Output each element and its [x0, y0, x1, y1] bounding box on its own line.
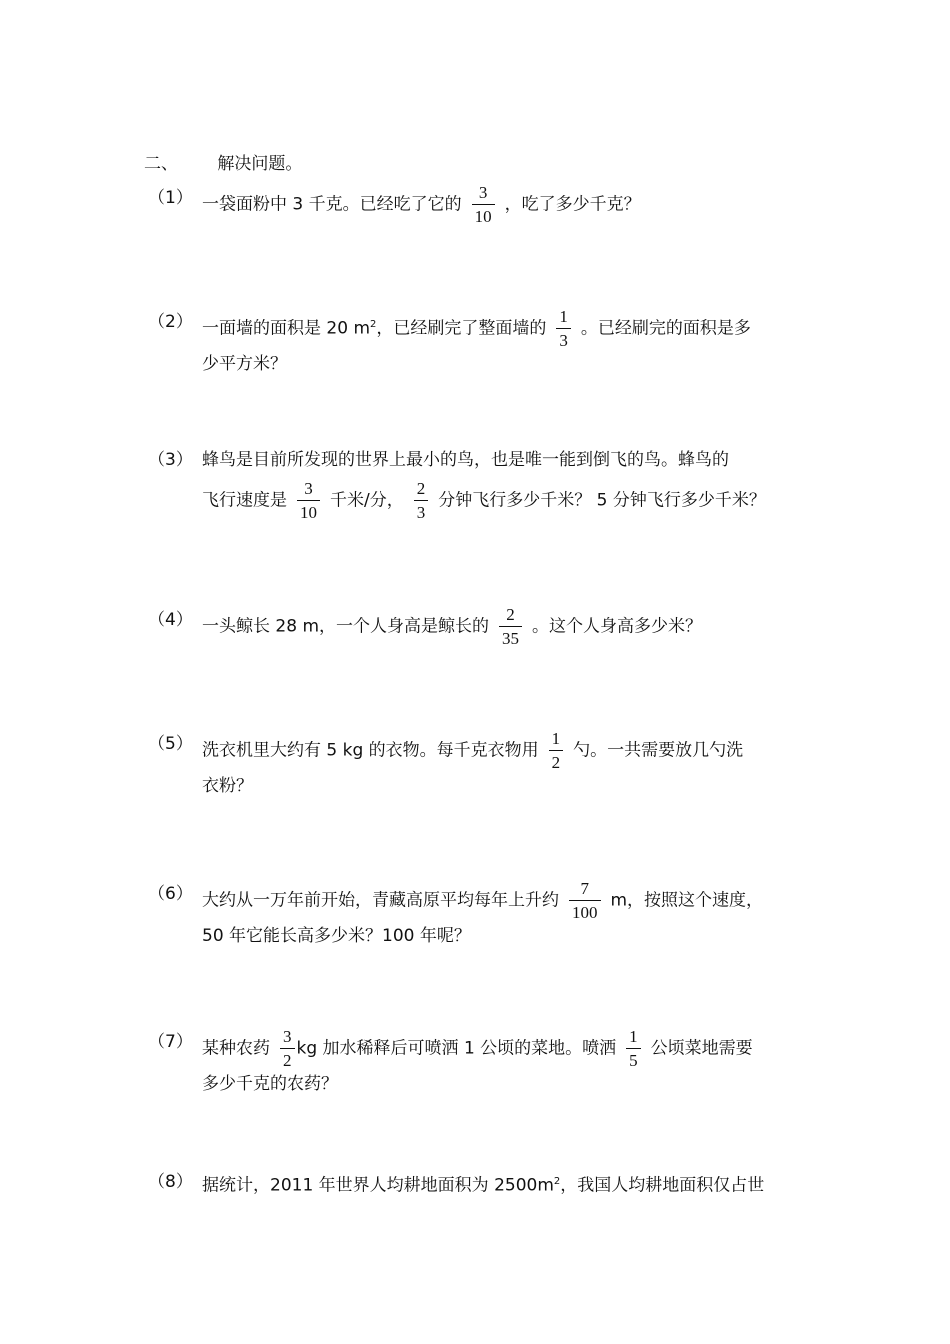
- question-number: （3）: [148, 450, 193, 470]
- denominator: 10: [297, 500, 320, 521]
- question-text-line2: 衣粉？: [202, 776, 253, 796]
- superscript: 2: [553, 1176, 561, 1187]
- question-text-line2: 多少千克的农药？: [202, 1074, 338, 1094]
- question-text: [202, 730, 743, 771]
- numerator: 3: [304, 479, 313, 498]
- question-text-line2: 少平方米？: [202, 354, 287, 374]
- question-text-line2: 50 年它能长高多少米？100 年呢？: [202, 926, 471, 946]
- text-part: 千米/分，: [330, 490, 404, 511]
- question-text: [202, 606, 702, 647]
- text-part: ，已经刷完了整面墙的: [376, 318, 547, 339]
- text-part: 公顷菜地需要: [650, 1038, 753, 1059]
- fraction: [626, 1028, 641, 1069]
- fraction: [549, 730, 564, 771]
- text-part: 某种农药: [202, 1038, 270, 1059]
- text-part: 洗衣机里大约有 5 kg 的衣物。每千克衣物用: [202, 740, 539, 761]
- question-number: （1）: [148, 188, 193, 208]
- denominator: 3: [414, 500, 429, 521]
- text-part: ，吃了多少千克？: [504, 194, 641, 215]
- denominator: 10: [472, 204, 495, 225]
- text-part: 一面墙的面积是 20 m: [202, 318, 370, 339]
- question-text: [202, 184, 641, 225]
- text-part: kg 加水稀释后可喷洒 1 公顷的菜地。喷洒: [296, 1038, 617, 1059]
- text-part: 。这个人身高多少米？: [532, 616, 702, 637]
- text-part: 据统计，2011 年世界人均耕地面积为 2500m: [202, 1175, 554, 1196]
- text-part: 一头鲸长 28 m，一个人身高是鲸长的: [202, 616, 489, 637]
- text-part: 勺。一共需要放几勺洗: [573, 740, 744, 761]
- text-part: 。已经刷完的面积是多: [580, 318, 751, 339]
- text-part: 飞行速度是: [202, 490, 287, 511]
- denominator: 35: [499, 626, 522, 647]
- denominator: 2: [280, 1048, 295, 1069]
- question-number: （2）: [148, 312, 193, 332]
- section-number: 二、: [144, 154, 178, 174]
- numerator: 3: [283, 1027, 292, 1046]
- denominator: 5: [626, 1048, 641, 1069]
- numerator: 1: [551, 729, 561, 748]
- numerator: 2: [506, 605, 515, 624]
- section-title: 解决问题。: [217, 154, 303, 174]
- question-number: （5）: [148, 734, 193, 754]
- question-text: [202, 880, 763, 921]
- numerator: 1: [559, 307, 568, 326]
- question-number: （4）: [148, 610, 193, 630]
- fraction: [472, 184, 495, 225]
- question-number: （6）: [148, 884, 193, 904]
- superscript: 2: [370, 318, 377, 330]
- question-text: [202, 1168, 764, 1200]
- denominator: 100: [569, 900, 601, 921]
- fraction: [569, 880, 601, 921]
- fraction: [556, 308, 571, 349]
- question-text: [202, 308, 751, 349]
- text-part: 分钟飞行多少千米？ 5 分钟飞行多少千米？: [438, 490, 766, 511]
- question-text: [202, 1028, 753, 1069]
- text-part: 大约从一万年前开始，青藏高原平均每年上升约: [202, 890, 559, 911]
- fraction: [280, 1028, 295, 1069]
- section-heading: [144, 152, 302, 176]
- question-number: （8）: [148, 1172, 193, 1192]
- question-text-line1: 蜂鸟是目前所发现的世界上最小的鸟，也是唯一能到倒飞的鸟。蜂鸟的: [202, 450, 729, 470]
- denominator: 3: [556, 328, 571, 349]
- text-part: ，我国人均耕地面积仅占世: [560, 1175, 765, 1196]
- question-number: （7）: [148, 1032, 193, 1052]
- denominator: 2: [549, 750, 564, 771]
- fraction: [499, 606, 522, 647]
- numerator: 7: [580, 879, 589, 898]
- fraction: [297, 480, 320, 521]
- numerator: 3: [478, 183, 488, 202]
- text-part: 一袋面粉中 3 千克。已经吃了它的: [202, 194, 462, 215]
- fraction: [414, 480, 429, 521]
- numerator: 1: [629, 1027, 638, 1046]
- question-text: [202, 480, 766, 521]
- numerator: 2: [416, 479, 426, 498]
- text-part: m，按照这个速度，: [610, 890, 764, 911]
